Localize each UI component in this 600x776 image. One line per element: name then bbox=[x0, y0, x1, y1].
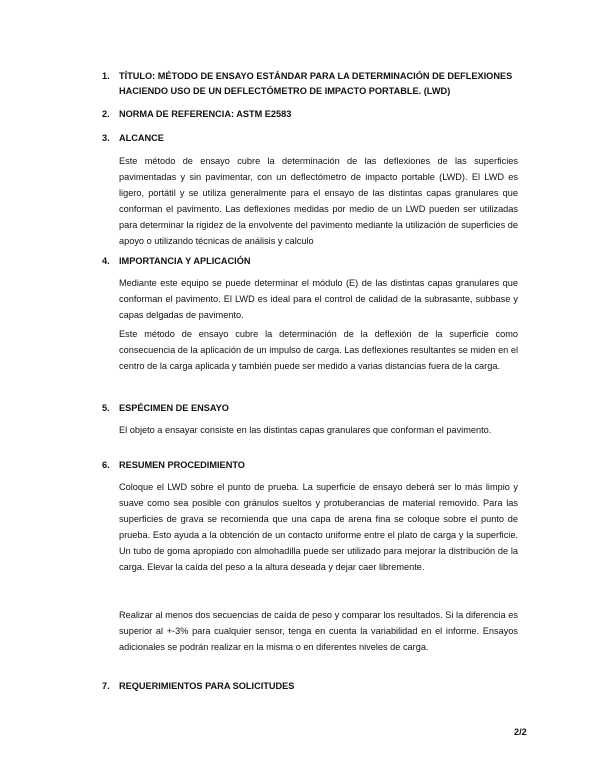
importancia-paragraph-2: Este método de ensayo cubre la determinación de la deflexión de la superficie como consecuencia de la aplicación de un impulso de carga. Las deflexiones resultantes se miden en el centro de la carga aplicada y también puede ser medido a varias distancias fuera de la carga. bbox=[119, 329, 518, 371]
section-7-heading bbox=[102, 679, 522, 694]
section-number: 5. bbox=[102, 403, 110, 413]
section-title: TÍTULO: MÉTODO DE ENSAYO ESTÁNDAR PARA LA DETERMINACIÓN DE DEFLEXIONES HACIENDO USO DE UN DEFLECTÓMETRO DE IMPACTO PORTABLE. (LWD) bbox=[119, 71, 513, 96]
section-number: 7. bbox=[102, 681, 110, 691]
section-6-heading bbox=[102, 458, 522, 473]
procedimiento-paragraph-1: Coloque el LWD sobre el punto de prueba. La superficie de ensayo deberá ser lo más limpio y suave como sea posible con gránulos sueltos y protuberancias de material removido. Para las superficies de grava se recomienda que una capa de arena fina se coloque sobre el punto de prueba. Esto ayuda a la obtención de un contacto uniforme entre el plato de carga y la superficie. Un tubo de goma apropiado con almohadilla puede ser utilizado para mejorar la distribución de la carga. Elevar la caída del peso a la altura deseada y dejar caer libremente. bbox=[119, 482, 518, 572]
especimen-paragraph: El objeto a ensayar consiste en las distintas capas granulares que conforman el pavimento. bbox=[119, 425, 492, 435]
section-5-heading bbox=[102, 401, 522, 416]
section-2-heading bbox=[102, 107, 522, 122]
section-1-heading bbox=[102, 69, 522, 99]
importancia-paragraph-1: Mediante este equipo se puede determinar el módulo (E) de las distintas capas granulares que conforman el pavimento. El LWD es ideal para el control de calidad de la subrasante, subbase y capas delgadas de pavimento. bbox=[119, 278, 518, 320]
section-number: 6. bbox=[102, 460, 110, 470]
page-number: 2/2 bbox=[514, 727, 527, 737]
section-number: 1. bbox=[102, 71, 110, 81]
procedimiento-paragraph-2: Realizar al menos dos secuencias de caída de peso y comparar los resultados. Si la diferencia es superior al +-3% para cualquier sensor, tenga en cuenta la variabilidad en el informe. Ensayos adicionales se podrán realizar en la misma o en diferentes niveles de carga. bbox=[119, 610, 518, 652]
section-3-heading bbox=[102, 131, 522, 146]
alcance-paragraph: Este método de ensayo cubre la determinación de las deflexiones de las superficies pavimentadas y sin pavimentar, con un deflectómetro de impacto portable (LWD). El LWD es ligero, portátil y se utiliza generalmente para el ensayo de las distintas capas granulares que conforman el pavimento. Las deflexiones medidas por medio de un LWD pueden ser utilizadas para determinar la rigidez de la envolvente del pavimento mediante la utilización de superficies de apoyo o utilizando técnicas de análisis y calculo bbox=[119, 156, 518, 246]
section-number: 3. bbox=[102, 133, 110, 143]
section-number: 2. bbox=[102, 109, 110, 119]
section-number: 4. bbox=[102, 256, 110, 266]
section-title: ESPÉCIMEN DE ENSAYO bbox=[119, 403, 229, 413]
section-title: IMPORTANCIA Y APLICACIÓN bbox=[119, 256, 251, 266]
section-title: REQUERIMIENTOS PARA SOLICITUDES bbox=[119, 681, 295, 691]
section-title: NORMA DE REFERENCIA: ASTM E2583 bbox=[119, 109, 292, 119]
section-title: ALCANCE bbox=[119, 133, 164, 143]
section-title: RESUMEN PROCEDIMIENTO bbox=[119, 460, 245, 470]
section-4-heading bbox=[102, 254, 522, 269]
